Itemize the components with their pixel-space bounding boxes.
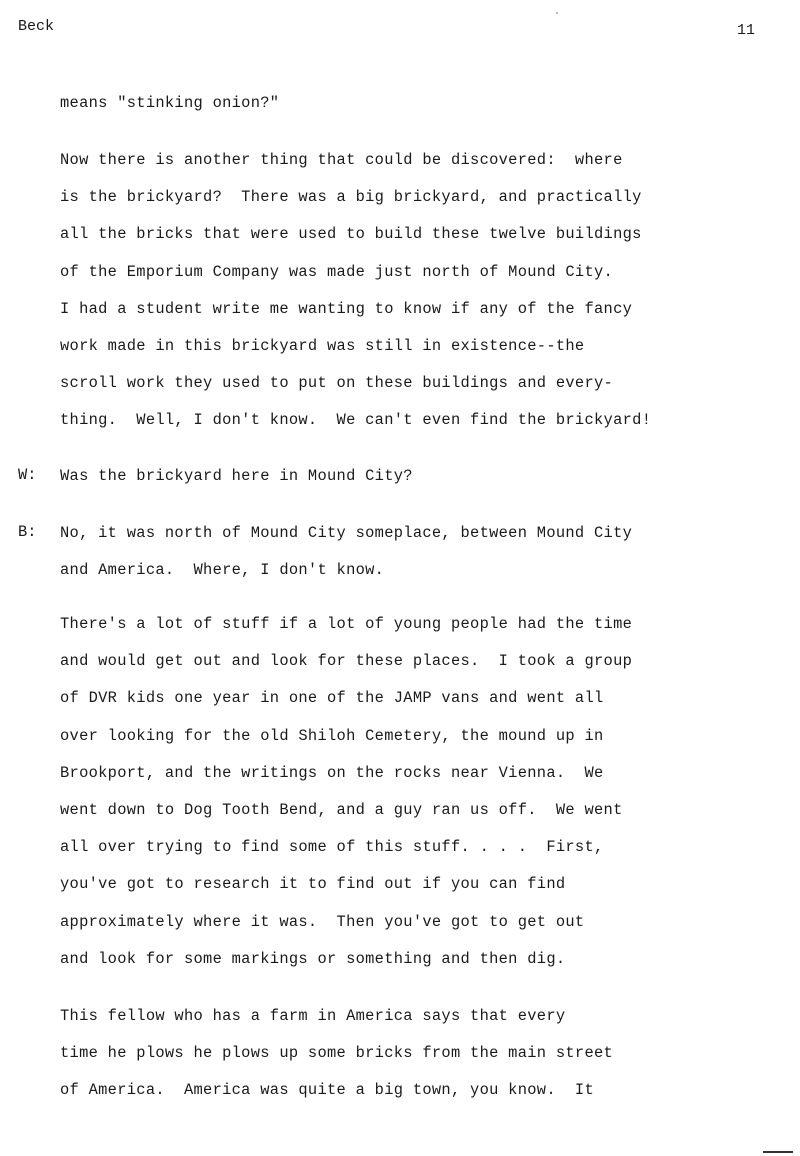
text-line: thing. Well, I don't know. We can't even find the brickyard!	[60, 411, 652, 430]
text-line: you've got to research it to find out if you can find	[60, 875, 566, 894]
text-line: of the Emporium Company was made just north of Mound City.	[60, 262, 614, 281]
text-line: of America. America was quite a big town, you know. It	[60, 1081, 595, 1100]
text-line: went down to Dog Tooth Bend, and a guy ran us off. We went	[60, 800, 623, 819]
text-line: and would get out and look for these places. I took a group	[60, 652, 633, 671]
paragraph	[60, 466, 413, 503]
speaker-label: W:	[18, 466, 37, 484]
text-line: all the bricks that were used to build these twelve buildings	[60, 225, 642, 244]
paragraph	[60, 93, 279, 130]
text-line: all over trying to find some of this stuff. . . . First,	[60, 838, 604, 857]
text-line: work made in this brickyard was still in existence--the	[60, 336, 585, 355]
speaker-label: B:	[18, 523, 37, 541]
text-line: means "stinking onion?"	[60, 94, 280, 112]
text-line: Brookport, and the writings on the rocks near Vienna. We	[60, 763, 604, 782]
text-line: over looking for the old Shiloh Cemetery, the mound up in	[60, 726, 604, 745]
text-line: No, it was north of Mound City someplace, between Mound City	[60, 524, 633, 542]
text-line: and look for some markings or something and then dig.	[60, 949, 566, 968]
header-name: Beck	[18, 18, 55, 35]
scan-speck	[556, 12, 558, 14]
paragraph	[60, 614, 632, 986]
scan-edge-mark	[763, 1151, 793, 1153]
paragraph	[60, 1006, 613, 1118]
text-line: of DVR kids one year in one of the JAMP vans and went all	[60, 689, 604, 708]
text-line: scroll work they used to put on these buildings and every-	[60, 374, 614, 393]
text-line: is the brickyard? There was a big brickyard, and practically	[60, 188, 642, 207]
text-line: and America. Where, I don't know.	[60, 561, 385, 580]
text-line: approximately where it was. Then you've got to get out	[60, 912, 585, 931]
paragraph	[60, 523, 632, 597]
paragraph	[60, 150, 651, 448]
text-line: This fellow who has a farm in America says that every	[60, 1007, 566, 1025]
page-number: 11	[737, 22, 756, 39]
text-line: time he plows he plows up some bricks from the main street	[60, 1044, 614, 1063]
text-line: Now there is another thing that could be discovered: where	[60, 151, 623, 169]
text-line: There's a lot of stuff if a lot of young people had the time	[60, 615, 633, 633]
text-line: I had a student write me wanting to know if any of the fancy	[60, 299, 633, 318]
text-line: Was the brickyard here in Mound City?	[60, 467, 413, 485]
